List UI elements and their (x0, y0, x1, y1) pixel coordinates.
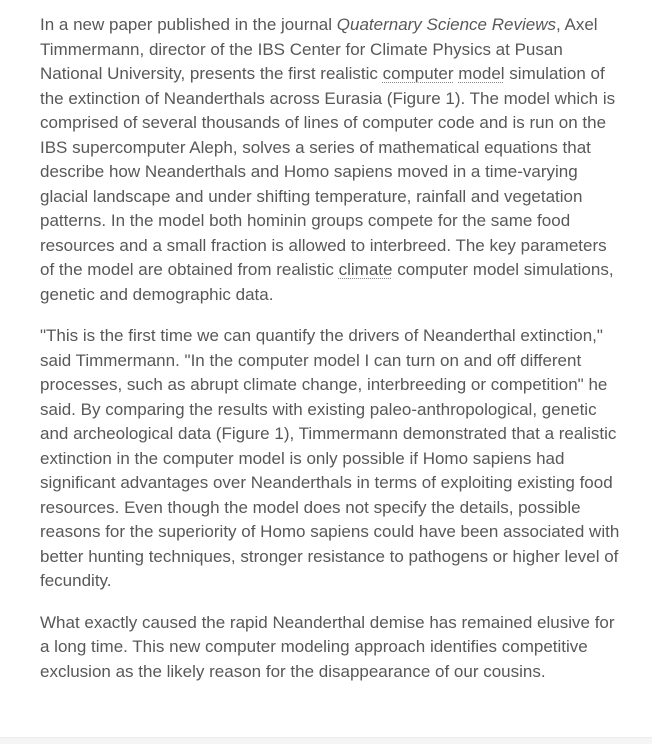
paragraph-text: What exactly caused the rapid Neanderthal demise has remained elusive for a long time. This new computer modeling approach identifies competitive exclusion as the likely reason for the disappearance of our cousins. (40, 612, 615, 681)
paragraph (40, 324, 622, 594)
paragraph-text: "This is the first time we can quantify the drivers of Neanderthal extinction," said Timmermann. "In the computer model I can turn on and off different processes, such as abrupt climate change, interbreeding or competition" he said. By comparing the results with existing paleo-anthropological, genetic and archeological data (Figure 1), Timmermann demonstrated that a realistic extinction in the computer model is only possible if Homo sapiens had significant advantages over Neanderthals in terms of exploiting existing food resources. Even though the model does not specify the details, possible reasons for the superiority of Homo sapiens could have been associated with better hunting techniques, stronger resistance to pathogens or higher level of fecundity. (40, 326, 620, 590)
paragraph (40, 611, 622, 685)
paragraph-text: In a new paper published in the journal (40, 15, 337, 34)
next-section-edge (0, 737, 652, 744)
paragraph-text: simulation of the extinction of Neanderthals across Eurasia (Figure 1). The model which is comprised of several thousands of lines of computer code and is run on the IBS supercomputer Aleph, solves a series of mathematical equations that describe how Neanderthals and Homo sapiens moved in a time-varying glacial landscape and under shifting temperature, rainfall and vegetation patterns. In the model both hominin groups compete for the same food resources and a small fraction is allowed to interbreed. The key parameters of the model are obtained from realistic (40, 64, 616, 279)
intext-ad-link[interactable]: climate (338, 260, 393, 279)
journal-title: Quaternary Science Reviews (336, 15, 556, 34)
paragraph-text: , Axel Timmermann, director of the IBS Center for Climate Physics at Pusan National University, presents the first realistic (40, 15, 598, 83)
paragraph-text: computer model simulations, genetic and demographic data. (40, 260, 614, 304)
article-body (40, 13, 622, 701)
paragraph (40, 13, 622, 307)
intext-ad-link[interactable]: computer (382, 64, 454, 83)
intext-ad-link[interactable]: model (458, 64, 505, 83)
